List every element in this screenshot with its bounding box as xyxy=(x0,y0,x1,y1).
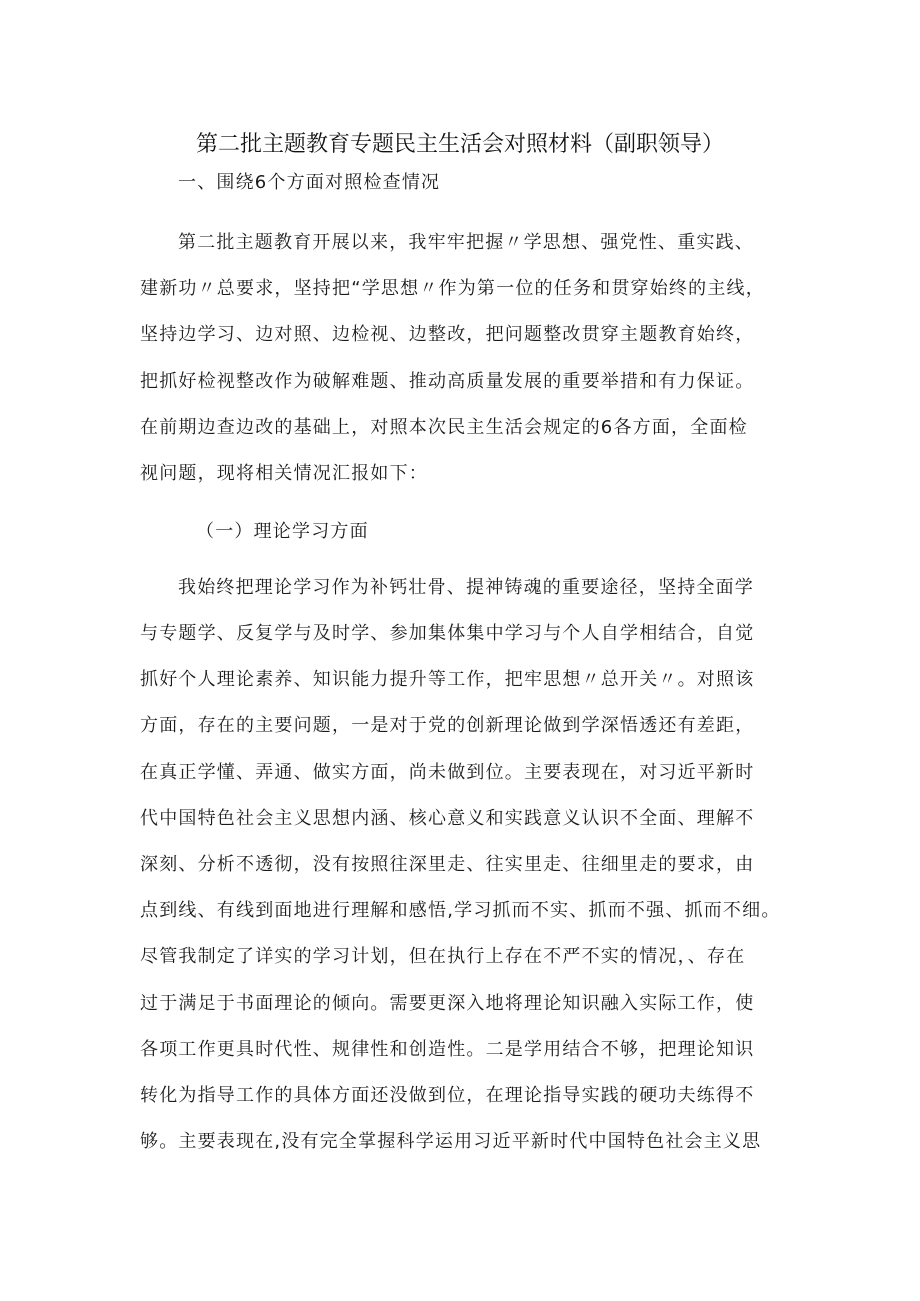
paragraph-line: 在前期边查边改的基础上，对照本次民主生活会规定的6各方面，全面检 xyxy=(140,417,748,438)
paragraph-line: 我始终把理论学习作为补钙壮骨、提神铸魂的重要途径，坚持全面学 xyxy=(178,577,754,598)
paragraph-line: 各项工作更具时代性、规律性和创造性。二是学用结合不够，把理论知识 xyxy=(140,1039,755,1060)
subsection-heading: （一）理论学习方面 xyxy=(196,521,369,542)
paragraph-line: 坚持边学习、边对照、边检视、边整改，把问题整改贯穿主题教育始终， xyxy=(140,324,755,345)
paragraph-line: 代中国特色社会主义思想内涵、核心意义和实践意义认识不全面、理解不 xyxy=(140,808,755,829)
paragraph-line: 尽管我制定了详实的学习计划，但在执行上存在不严不实的情况，、存在 xyxy=(140,946,746,967)
document-title: 第二批主题教育专题民主生活会对照材料（副职领导） xyxy=(195,132,724,157)
paragraph-line: 与专题学、反复学与及时学、参加集体集中学习与个人自学相结合，自觉 xyxy=(140,623,755,644)
paragraph-line: 在真正学懂、弄通、做实方面，尚未做到位。主要表现在，对习近平新时 xyxy=(140,762,755,783)
paragraph-line: 第二批主题教育开展以来，我牢牢把握〃学思想、强党性、重实践、 xyxy=(178,232,754,253)
section-heading: 一、围绕6个方面对照检查情况 xyxy=(178,172,441,193)
paragraph-line: 视问题，现将相关情况汇报如下： xyxy=(140,463,428,484)
paragraph-line: 把抓好检视整改作为破解难题、推动高质量发展的重要举措和有力保证。 xyxy=(140,371,755,392)
paragraph-line: 点到线、有线到面地进行理解和感悟,学习抓而不实、抓而不强、抓而不细。 xyxy=(140,900,781,921)
paragraph-line: 转化为指导工作的具体方面还没做到位，在理论指导实践的硬功夫练得不 xyxy=(140,1085,755,1106)
paragraph-line: 抓好个人理论素养、知识能力提升等工作，把牢思想〃总开关〃。对照该 xyxy=(140,669,755,690)
paragraph-line: 够。主要表现在,没有完全掌握科学运用习近平新时代中国特色社会主义思 xyxy=(140,1131,762,1152)
paragraph-line: 建新功〃总要求，坚持把“学思想〃作为第一位的任务和贯穿始终的主线， xyxy=(140,278,765,299)
paragraph-line: 过于满足于书面理论的倾向。需要更深入地将理论知识融入实际工作，使 xyxy=(140,993,755,1014)
paragraph-line: 方面，存在的主要问题，一是对于党的创新理论做到学深悟透还有差距， xyxy=(140,715,755,736)
paragraph-line: 深刻、分析不透彻，没有按照往深里走、往实里走、往细里走的要求，由 xyxy=(140,854,755,875)
